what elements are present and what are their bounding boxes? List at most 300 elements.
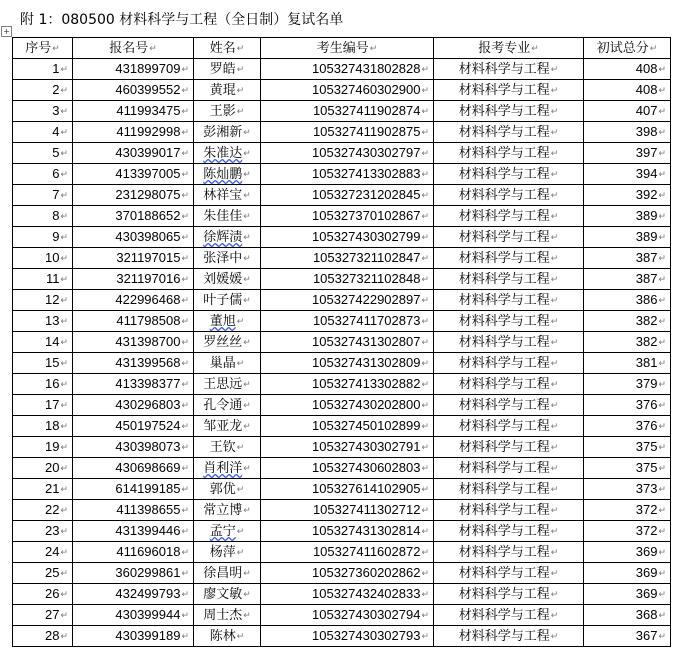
cell-seq: 12↵ [13,290,73,311]
cell-end-mark: ↵ [236,85,245,95]
cell-end-mark: ↵ [243,610,251,620]
cell-major: 材料科学与工程↵ [434,563,584,584]
cell-name: 董旭↵ [194,311,261,332]
cell-end-mark: ↵ [243,211,251,221]
cell-seq: 4↵ [13,122,73,143]
cell-major: 材料科学与工程↵ [434,332,584,353]
cell-major: 材料科学与工程↵ [434,269,584,290]
cell-end-mark: ↵ [421,442,429,452]
cell-seq: 9↵ [13,227,73,248]
cell-end-mark: ↵ [421,526,429,536]
cell-exam-id: 105327430302793↵ [261,626,434,647]
cell-end-mark: ↵ [60,169,68,179]
cell-exam-id: 105327430302797↵ [261,143,434,164]
cell-end-mark: ↵ [550,190,559,200]
cell-end-mark: ↵ [181,358,189,368]
cell-exam-id: 105327430302799↵ [261,227,434,248]
cell-end-mark: ↵ [60,274,68,284]
cell-score: 389↵ [584,227,671,248]
cell-exam-id: 105327430302794↵ [261,605,434,626]
cell-major: 材料科学与工程↵ [434,101,584,122]
cell-end-mark: ↵ [60,442,68,452]
cell-end-mark: ↵ [60,337,68,347]
cell-end-mark: ↵ [60,631,68,641]
cell-end-mark: ↵ [181,253,189,263]
cell-score: 372↵ [584,500,671,521]
cell-seq: 24↵ [13,542,73,563]
cell-end-mark: ↵ [550,232,559,242]
cell-exam-id: 105327411902875↵ [261,122,434,143]
cell-name: 彭湘新↵ [194,122,261,143]
cell-end-mark: ↵ [658,337,666,347]
cell-end-mark: ↵ [421,295,429,305]
cell-end-mark: ↵ [550,358,559,368]
cell-end-mark: ↵ [243,148,251,158]
cell-end-mark: ↵ [550,274,559,284]
cell-exam-id: 105327460302900↵ [261,80,434,101]
cell-major: 材料科学与工程↵ [434,227,584,248]
cell-end-mark: ↵ [181,484,189,494]
cell-end-mark: ↵ [181,505,189,515]
cell-name: 朱佳佳↵ [194,206,261,227]
cell-name: 林祥宝↵ [194,185,261,206]
cell-end-mark: ↵ [236,484,245,494]
cell-reg-no: 430398073↵ [73,437,194,458]
cell-end-mark: ↵ [658,211,666,221]
cell-end-mark: ↵ [60,358,68,368]
cell-exam-id: 105327450102899↵ [261,416,434,437]
cell-end-mark: ↵ [421,85,429,95]
table-move-handle[interactable]: + [1,26,12,37]
cell-end-mark: ↵ [149,43,157,53]
cell-end-mark: ↵ [243,169,251,179]
cell-seq: 22↵ [13,500,73,521]
cell-score: 369↵ [584,563,671,584]
cell-end-mark: ↵ [421,379,429,389]
cell-name: 孟宁↵ [194,521,261,542]
cell-major: 材料科学与工程↵ [434,584,584,605]
cell-score: 375↵ [584,437,671,458]
col-header-seq: 序号↵ [13,38,73,59]
table-row [13,374,671,395]
cell-end-mark: ↵ [658,610,666,620]
cell-end-mark: ↵ [550,337,559,347]
cell-end-mark: ↵ [658,127,666,137]
cell-end-mark: ↵ [60,400,68,410]
cell-end-mark: ↵ [181,295,189,305]
cell-end-mark: ↵ [243,232,251,242]
cell-end-mark: ↵ [236,442,245,452]
cell-score: 382↵ [584,332,671,353]
cell-end-mark: ↵ [243,568,251,578]
cell-end-mark: ↵ [243,421,251,431]
cell-score: 386↵ [584,290,671,311]
cell-end-mark: ↵ [658,400,666,410]
table-row [13,311,671,332]
cell-score: 376↵ [584,416,671,437]
cell-reg-no: 430399189↵ [73,626,194,647]
cell-score: 368↵ [584,605,671,626]
cell-exam-id: 105327432402833↵ [261,584,434,605]
cell-end-mark: ↵ [181,211,189,221]
cell-end-mark: ↵ [421,232,429,242]
cell-exam-id: 105327411602872↵ [261,542,434,563]
cell-score: 376↵ [584,395,671,416]
cell-major: 材料科学与工程↵ [434,521,584,542]
cell-score: 387↵ [584,248,671,269]
cell-seq: 13↵ [13,311,73,332]
cell-seq: 16↵ [13,374,73,395]
cell-seq: 10↵ [13,248,73,269]
cell-end-mark: ↵ [658,358,666,368]
cell-end-mark: ↵ [243,589,251,599]
cell-end-mark: ↵ [550,631,559,641]
cell-name: 王钦↵ [194,437,261,458]
cell-end-mark: ↵ [243,127,251,137]
cell-end-mark: ↵ [60,316,68,326]
cell-end-mark: ↵ [236,358,245,368]
cell-end-mark: ↵ [421,211,429,221]
cell-end-mark: ↵ [60,127,68,137]
cell-end-mark: ↵ [658,463,666,473]
cell-end-mark: ↵ [421,610,429,620]
cell-end-mark: ↵ [550,484,559,494]
table-row [13,395,671,416]
cell-name: 杨萍↵ [194,542,261,563]
cell-seq: 1↵ [13,59,73,80]
cell-reg-no: 422996468↵ [73,290,194,311]
cell-exam-id: 105327431802828↵ [261,59,434,80]
cell-end-mark: ↵ [60,190,68,200]
cell-end-mark: ↵ [421,274,429,284]
cell-end-mark: ↵ [421,631,429,641]
table-row [13,353,671,374]
cell-score: 397↵ [584,143,671,164]
cell-major: 材料科学与工程↵ [434,164,584,185]
cell-end-mark: ↵ [421,253,429,263]
cell-end-mark: ↵ [658,421,666,431]
cell-exam-id: 105327360202862↵ [261,563,434,584]
cell-end-mark: ↵ [658,64,666,74]
cell-name: 朱准达↵ [194,143,261,164]
table-row [13,500,671,521]
cell-reg-no: 231298075↵ [73,185,194,206]
cell-seq: 28↵ [13,626,73,647]
cell-end-mark: ↵ [181,547,189,557]
cell-name: 常立博↵ [194,500,261,521]
cell-end-mark: ↵ [550,85,559,95]
cell-end-mark: ↵ [181,316,189,326]
cell-exam-id: 105327431302807↵ [261,332,434,353]
cell-name: 周士杰↵ [194,605,261,626]
cell-end-mark: ↵ [60,547,68,557]
cell-major: 材料科学与工程↵ [434,458,584,479]
cell-end-mark: ↵ [60,526,68,536]
cell-score: 379↵ [584,374,671,395]
cell-name: 陈灿鹏↵ [194,164,261,185]
cell-end-mark: ↵ [421,484,429,494]
cell-end-mark: ↵ [181,148,189,158]
cell-reg-no: 413398377↵ [73,374,194,395]
cell-reg-no: 411398655↵ [73,500,194,521]
cell-score: 407↵ [584,101,671,122]
cell-end-mark: ↵ [658,106,666,116]
document-title: 附 1：080500 材料科学与工程（全日制）复试名单 [20,12,344,28]
cell-end-mark: ↵ [421,400,429,410]
cell-seq: 21↵ [13,479,73,500]
cell-end-mark: ↵ [421,337,429,347]
cell-exam-id: 105327370102867↵ [261,206,434,227]
cell-name: 巢晶↵ [194,353,261,374]
cell-score: 408↵ [584,59,671,80]
cell-end-mark: ↵ [181,106,189,116]
cell-end-mark: ↵ [236,106,245,116]
cell-reg-no: 413397005↵ [73,164,194,185]
cell-end-mark: ↵ [236,631,245,641]
table-row [13,563,671,584]
cell-end-mark: ↵ [550,463,559,473]
cell-end-mark: ↵ [60,421,68,431]
cell-score: 382↵ [584,311,671,332]
table-row [13,143,671,164]
cell-seq: 14↵ [13,332,73,353]
col-header-name: 姓名↵ [194,38,261,59]
cell-seq: 20↵ [13,458,73,479]
cell-end-mark: ↵ [550,400,559,410]
cell-end-mark: ↵ [658,547,666,557]
cell-end-mark: ↵ [181,610,189,620]
cell-major: 材料科学与工程↵ [434,395,584,416]
cell-major: 材料科学与工程↵ [434,248,584,269]
cell-end-mark: ↵ [550,526,559,536]
cell-end-mark: ↵ [658,190,666,200]
cell-name: 罗皓↵ [194,59,261,80]
cell-major: 材料科学与工程↵ [434,143,584,164]
cell-major: 材料科学与工程↵ [434,542,584,563]
cell-seq: 2↵ [13,80,73,101]
cell-score: 373↵ [584,479,671,500]
cell-end-mark: ↵ [658,505,666,515]
cell-end-mark: ↵ [649,43,658,53]
cell-end-mark: ↵ [181,232,189,242]
cell-end-mark: ↵ [181,442,189,452]
cell-end-mark: ↵ [60,568,68,578]
table-row [13,227,671,248]
cell-end-mark: ↵ [550,169,559,179]
cell-exam-id: 105327422902897↵ [261,290,434,311]
table-row [13,206,671,227]
cell-major: 材料科学与工程↵ [434,353,584,374]
table-row [13,416,671,437]
table-row [13,290,671,311]
cell-major: 材料科学与工程↵ [434,122,584,143]
cell-exam-id: 105327411302712↵ [261,500,434,521]
cell-end-mark: ↵ [421,316,429,326]
cell-end-mark: ↵ [421,64,429,74]
cell-name: 叶子儒↵ [194,290,261,311]
cell-end-mark: ↵ [421,106,429,116]
cell-reg-no: 460399552↵ [73,80,194,101]
cell-name: 廖文敏↵ [194,584,261,605]
cell-major: 材料科学与工程↵ [434,605,584,626]
cell-end-mark: ↵ [236,43,245,53]
cell-end-mark: ↵ [181,631,189,641]
cell-exam-id: 105327411702873↵ [261,311,434,332]
cell-exam-id: 105327321102848↵ [261,269,434,290]
table-header-row [13,38,671,59]
table-row [13,542,671,563]
col-header-reg-no: 报名号↵ [73,38,194,59]
cell-end-mark: ↵ [550,127,559,137]
cell-major: 材料科学与工程↵ [434,500,584,521]
cell-exam-id: 105327431302809↵ [261,353,434,374]
cell-reg-no: 321197016↵ [73,269,194,290]
cell-end-mark: ↵ [550,253,559,263]
cell-exam-id: 105327413302883↵ [261,164,434,185]
table-row [13,164,671,185]
cell-exam-id: 105327430202800↵ [261,395,434,416]
cell-end-mark: ↵ [60,253,68,263]
cell-exam-id: 105327411902874↵ [261,101,434,122]
cell-end-mark: ↵ [60,505,68,515]
cell-name: 陈林↵ [194,626,261,647]
cell-exam-id: 105327430302791↵ [261,437,434,458]
cell-score: 392↵ [584,185,671,206]
cell-reg-no: 430698669↵ [73,458,194,479]
cell-major: 材料科学与工程↵ [434,437,584,458]
cell-score: 398↵ [584,122,671,143]
cell-reg-no: 411696018↵ [73,542,194,563]
cell-end-mark: ↵ [550,106,559,116]
table-row [13,80,671,101]
cell-seq: 5↵ [13,143,73,164]
cell-end-mark: ↵ [421,358,429,368]
cell-major: 材料科学与工程↵ [434,290,584,311]
cell-end-mark: ↵ [181,169,189,179]
cell-reg-no: 431399568↵ [73,353,194,374]
cell-end-mark: ↵ [550,421,559,431]
cell-name: 邹亚龙↵ [194,416,261,437]
cell-end-mark: ↵ [421,148,429,158]
cell-end-mark: ↵ [550,589,559,599]
cell-reg-no: 411798508↵ [73,311,194,332]
cell-end-mark: ↵ [60,64,68,74]
cell-end-mark: ↵ [243,337,251,347]
cell-end-mark: ↵ [421,190,429,200]
cell-end-mark: ↵ [658,568,666,578]
cell-end-mark: ↵ [60,484,68,494]
cell-end-mark: ↵ [236,316,245,326]
cell-end-mark: ↵ [550,505,559,515]
cell-end-mark: ↵ [181,589,189,599]
cell-reg-no: 321197015↵ [73,248,194,269]
cell-major: 材料科学与工程↵ [434,416,584,437]
cell-end-mark: ↵ [60,589,68,599]
cell-end-mark: ↵ [60,295,68,305]
cell-end-mark: ↵ [658,169,666,179]
cell-seq: 7↵ [13,185,73,206]
cell-end-mark: ↵ [658,379,666,389]
cell-name: 王思远↵ [194,374,261,395]
cell-major: 材料科学与工程↵ [434,311,584,332]
cell-reg-no: 432499793↵ [73,584,194,605]
cell-end-mark: ↵ [421,505,429,515]
cell-score: 369↵ [584,584,671,605]
cell-end-mark: ↵ [550,568,559,578]
cell-seq: 23↵ [13,521,73,542]
cell-end-mark: ↵ [369,43,378,53]
cell-end-mark: ↵ [421,127,429,137]
cell-end-mark: ↵ [421,568,429,578]
cell-name: 肖利洋↵ [194,458,261,479]
cell-end-mark: ↵ [658,316,666,326]
cell-end-mark: ↵ [60,232,68,242]
cell-reg-no: 360299861↵ [73,563,194,584]
cell-reg-no: 411992998↵ [73,122,194,143]
cell-end-mark: ↵ [550,64,559,74]
table-row [13,458,671,479]
cell-score: 367↵ [584,626,671,647]
cell-score: 387↵ [584,269,671,290]
cell-seq: 25↵ [13,563,73,584]
cell-major: 材料科学与工程↵ [434,206,584,227]
table-row [13,185,671,206]
cell-name: 郭优↵ [194,479,261,500]
cell-end-mark: ↵ [181,526,189,536]
cell-exam-id: 105327614102905↵ [261,479,434,500]
cell-end-mark: ↵ [658,148,666,158]
cell-major: 材料科学与工程↵ [434,59,584,80]
cell-score: 375↵ [584,458,671,479]
cell-end-mark: ↵ [658,589,666,599]
cell-end-mark: ↵ [243,295,251,305]
cell-end-mark: ↵ [60,148,68,158]
cell-end-mark: ↵ [236,526,245,536]
cell-end-mark: ↵ [181,463,189,473]
cell-end-mark: ↵ [181,568,189,578]
cell-reg-no: 431899709↵ [73,59,194,80]
cell-major: 材料科学与工程↵ [434,80,584,101]
cell-end-mark: ↵ [658,526,666,536]
cell-reg-no: 430399017↵ [73,143,194,164]
cell-seq: 26↵ [13,584,73,605]
cell-seq: 27↵ [13,605,73,626]
cell-reg-no: 431399446↵ [73,521,194,542]
cell-reg-no: 614199185↵ [73,479,194,500]
cell-major: 材料科学与工程↵ [434,626,584,647]
cell-seq: 8↵ [13,206,73,227]
cell-end-mark: ↵ [243,505,251,515]
cell-name: 刘媛媛↵ [194,269,261,290]
cell-score: 408↵ [584,80,671,101]
cell-end-mark: ↵ [60,379,68,389]
cell-end-mark: ↵ [243,190,251,200]
col-header-exam-id: 考生编号↵ [261,38,434,59]
cell-reg-no: 430398065↵ [73,227,194,248]
cell-seq: 19↵ [13,437,73,458]
cell-reg-no: 430296803↵ [73,395,194,416]
cell-end-mark: ↵ [658,631,666,641]
cell-end-mark: ↵ [531,43,539,53]
cell-end-mark: ↵ [181,190,189,200]
table-row [13,269,671,290]
cell-end-mark: ↵ [243,253,251,263]
cell-end-mark: ↵ [658,442,666,452]
cell-end-mark: ↵ [550,148,559,158]
cell-exam-id: 105327321102847↵ [261,248,434,269]
cell-name: 王影↵ [194,101,261,122]
cell-major: 材料科学与工程↵ [434,479,584,500]
